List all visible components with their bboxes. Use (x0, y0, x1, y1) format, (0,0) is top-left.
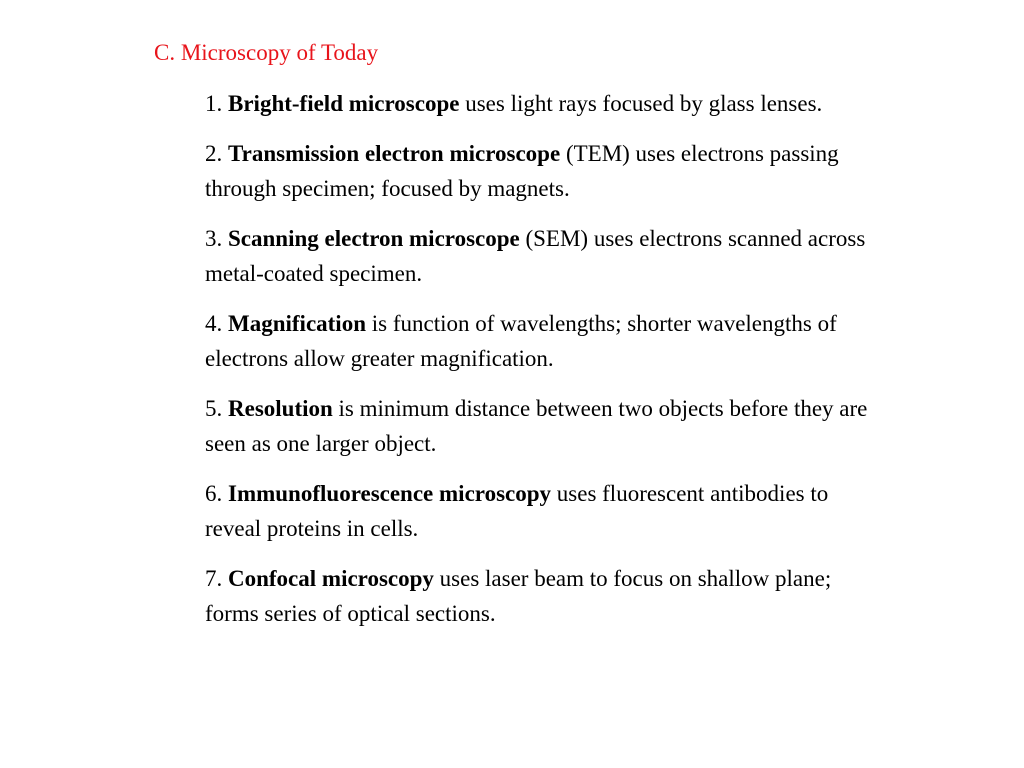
list-item (205, 86, 870, 121)
item-description: (SEM) uses electrons scanned across metal-coated specimen. (205, 226, 866, 286)
list-item (205, 306, 870, 376)
item-term: Immunofluorescence microscopy (228, 481, 552, 506)
item-description: uses light rays focused by glass lenses. (459, 91, 823, 116)
item-number: 7. (205, 566, 223, 591)
list-item (205, 221, 870, 291)
item-term: Bright-field microscope (228, 91, 460, 116)
item-number: 3. (205, 226, 223, 251)
item-description: is minimum distance between two objects before they are seen as one larger object. (205, 396, 868, 456)
list-item (205, 561, 870, 631)
item-description: uses fluorescent antibodies to reveal proteins in cells. (205, 481, 829, 541)
item-description: (TEM) uses electrons passing through specimen; focused by magnets. (205, 141, 839, 201)
item-term: Scanning electron microscope (228, 226, 520, 251)
item-number: 5. (205, 396, 223, 421)
list-item (205, 136, 870, 206)
item-description: is function of wavelengths; shorter wavelengths of electrons allow greater magnification. (205, 311, 837, 371)
item-number: 1. (205, 91, 223, 116)
list-item (205, 476, 870, 546)
item-term: Resolution (228, 396, 333, 421)
item-number: 6. (205, 481, 223, 506)
item-number: 2. (205, 141, 223, 166)
item-term: Magnification (228, 311, 366, 336)
microscopy-list (205, 86, 870, 646)
list-item (205, 391, 870, 461)
item-description: uses laser beam to focus on shallow plane; forms series of optical sections. (205, 566, 832, 626)
item-number: 4. (205, 311, 223, 336)
item-term: Transmission electron microscope (228, 141, 561, 166)
item-term: Confocal microscopy (228, 566, 434, 591)
section-heading: C. Microscopy of Today (154, 40, 379, 65)
